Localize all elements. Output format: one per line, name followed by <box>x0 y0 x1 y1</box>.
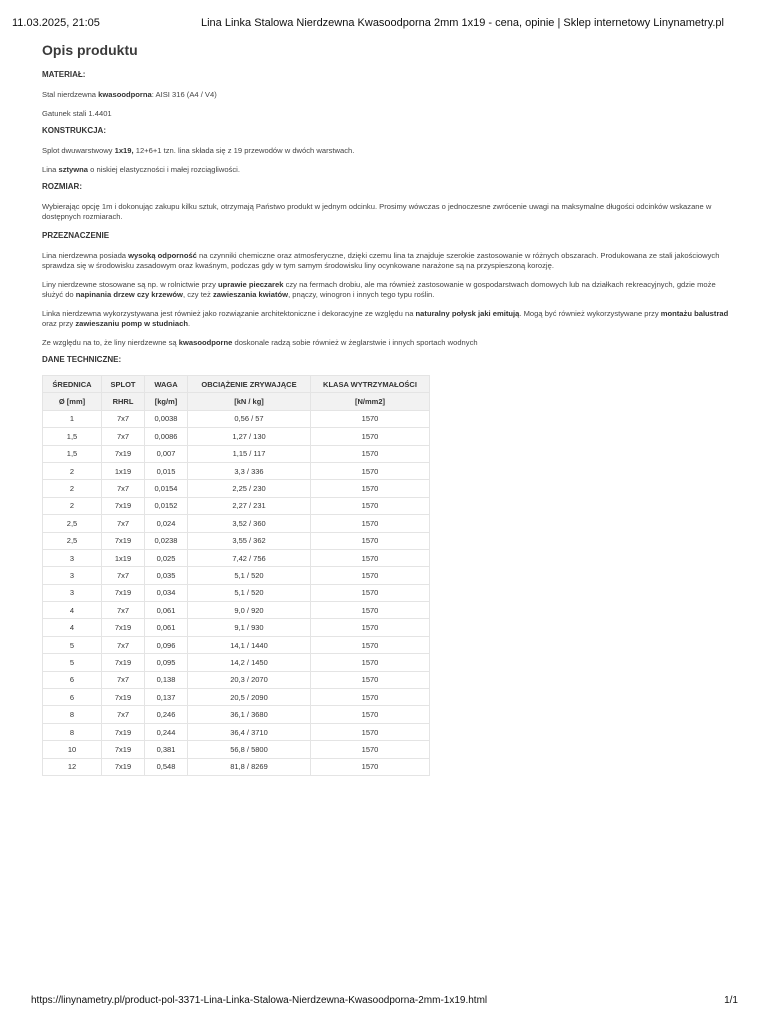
table-cell: 1570 <box>311 515 430 532</box>
table-cell: 0,0086 <box>145 428 188 445</box>
table-cell: 1,15 / 117 <box>188 445 311 462</box>
table-cell: 2,5 <box>43 532 102 549</box>
column-header: WAGA <box>145 376 188 393</box>
table-row <box>43 445 430 462</box>
bold-run: kwasoodporne <box>178 338 233 347</box>
table-cell: 7x19 <box>102 619 145 636</box>
table-cell: 8 <box>43 723 102 740</box>
table-cell: 2,27 / 231 <box>188 497 311 514</box>
table-row <box>43 567 430 584</box>
text-run: : AISI 316 (A4 / V4) <box>151 90 217 99</box>
table-cell: 7x19 <box>102 497 145 514</box>
table-cell: 4 <box>43 602 102 619</box>
table-row <box>43 689 430 706</box>
table-cell: 0,061 <box>145 619 188 636</box>
table-cell: 56,8 / 5800 <box>188 741 311 758</box>
table-cell: 0,0152 <box>145 497 188 514</box>
table-cell: 2,25 / 230 <box>188 480 311 497</box>
table-cell: 0,035 <box>145 567 188 584</box>
konstrukcja-line-1 <box>42 146 732 156</box>
table-cell: 1570 <box>311 410 430 427</box>
bold-run: uprawie pieczarek <box>218 280 284 289</box>
table-cell: 0,024 <box>145 515 188 532</box>
przeznaczenie-paragraph-4 <box>42 338 732 348</box>
table-cell: 1570 <box>311 480 430 497</box>
table-cell: 7x19 <box>102 723 145 740</box>
page-number: 1/1 <box>724 995 738 1006</box>
table-cell: 20,3 / 2070 <box>188 671 311 688</box>
section-heading: Opis produktu <box>42 42 138 58</box>
material-line-2: Gatunek stali 1.4401 <box>42 109 112 118</box>
text-run: Stal nierdzewna <box>42 90 99 99</box>
bold-run: sztywna <box>58 165 89 174</box>
unit-header: RHRL <box>102 393 145 410</box>
table-cell: 6 <box>43 671 102 688</box>
table-cell: 9,0 / 920 <box>188 602 311 619</box>
text-run: . <box>188 319 191 328</box>
bold-run: zawieszania kwiatów <box>212 290 289 299</box>
text-run: oraz przy <box>42 319 76 328</box>
table-cell: 0,244 <box>145 723 188 740</box>
table-cell: 0,548 <box>145 758 188 775</box>
bold-run: wysoką odporność <box>128 251 197 260</box>
table-cell: 7x19 <box>102 654 145 671</box>
column-header: OBCIĄŻENIE ZRYWAJĄCE <box>188 376 311 393</box>
text-run: Lina nierdzewna posiada <box>42 251 129 260</box>
column-header: ŚREDNICA <box>43 376 102 393</box>
table-cell: 1570 <box>311 602 430 619</box>
text-run: , pnączy, winogron i innych tego typu roślin. <box>288 290 435 299</box>
technical-data-table <box>42 375 430 776</box>
table-cell: 1,5 <box>43 445 102 462</box>
table-cell: 7x19 <box>102 532 145 549</box>
bold-run: zawieszaniu pomp w studniach <box>75 319 189 328</box>
table-row <box>43 549 430 566</box>
table-cell: 1570 <box>311 636 430 653</box>
table-cell: 3,55 / 362 <box>188 532 311 549</box>
text-run: , czy też <box>182 290 213 299</box>
text-run: Liny nierdzewne stosowane są np. w rolnictwie przy <box>42 280 219 289</box>
unit-header: Ø [mm] <box>43 393 102 410</box>
material-label: MATERIAŁ: <box>42 70 86 79</box>
table-cell: 1570 <box>311 497 430 514</box>
table-cell: 7x7 <box>102 706 145 723</box>
table-cell: 12 <box>43 758 102 775</box>
table-cell: 0,137 <box>145 689 188 706</box>
print-page-title: Lina Linka Stalowa Nierdzewna Kwasoodporna 2mm 1x19 - cena, opinie | Sklep internetowy Linynametry.pl <box>201 17 724 29</box>
table-units-row <box>43 393 430 410</box>
konstrukcja-label: KONSTRUKCJA: <box>42 126 106 135</box>
text-run: czy na fermach drobiu, ale ma również zastosowanie w gospodarstwach domowych lub na działkach rekreacyjnych, gdzie może służyć do <box>42 280 716 299</box>
column-header: SPLOT <box>102 376 145 393</box>
table-cell: 2,5 <box>43 515 102 532</box>
text-run: . Mogą być również wykorzystywane przy <box>519 309 661 318</box>
table-cell: 0,096 <box>145 636 188 653</box>
table-row <box>43 723 430 740</box>
table-cell: 36,4 / 3710 <box>188 723 311 740</box>
table-cell: 1570 <box>311 428 430 445</box>
table-cell: 1570 <box>311 445 430 462</box>
table-cell: 7x7 <box>102 480 145 497</box>
text-run: Lina <box>42 165 59 174</box>
page-url: https://linynametry.pl/product-pol-3371-Lina-Linka-Stalowa-Nierdzewna-Kwasoodporna-2mm-1x19.html <box>31 995 488 1006</box>
table-cell: 14,2 / 1450 <box>188 654 311 671</box>
table-cell: 0,0238 <box>145 532 188 549</box>
table-row <box>43 619 430 636</box>
table-cell: 4 <box>43 619 102 636</box>
table-cell: 7x19 <box>102 584 145 601</box>
text-run: doskonale radzą sobie również w żeglarstwie i innych sportach wodnych <box>232 338 478 347</box>
table-cell: 0,0154 <box>145 480 188 497</box>
print-datetime: 11.03.2025, 21:05 <box>12 17 100 29</box>
table-row <box>43 741 430 758</box>
table-cell: 14,1 / 1440 <box>188 636 311 653</box>
table-cell: 5,1 / 520 <box>188 584 311 601</box>
table-row <box>43 497 430 514</box>
table-cell: 1570 <box>311 671 430 688</box>
table-cell: 1570 <box>311 567 430 584</box>
table-cell: 1570 <box>311 532 430 549</box>
bold-run: montażu balustrad <box>660 309 729 318</box>
konstrukcja-line-2 <box>42 165 732 175</box>
table-cell: 0,015 <box>145 462 188 479</box>
table-cell: 3,52 / 360 <box>188 515 311 532</box>
table-cell: 7x7 <box>102 428 145 445</box>
table-row <box>43 584 430 601</box>
table-header-row <box>43 376 430 393</box>
table-cell: 5 <box>43 654 102 671</box>
table-cell: 1x19 <box>102 549 145 566</box>
text-run: o niskiej elastyczności i małej rozciągliwości. <box>88 165 240 174</box>
table-cell: 2 <box>43 462 102 479</box>
table-cell: 7x7 <box>102 410 145 427</box>
rozmiar-label: ROZMIAR: <box>42 182 82 191</box>
table-cell: 3 <box>43 549 102 566</box>
bold-run: napinania drzew czy krzewów <box>75 290 183 299</box>
przeznaczenie-label: PRZEZNACZENIE <box>42 231 110 240</box>
table-cell: 1570 <box>311 723 430 740</box>
text-run: Linka nierdzewna wykorzystywana jest również jako rozwiązanie architektoniczne i dekoracyjne ze względu na <box>42 309 416 318</box>
table-row <box>43 462 430 479</box>
rozmiar-text: Wybierając opcję 1m i dokonując zakupu kilku sztuk, otrzymają Państwo produkt w jednym odcinku. Prosimy wówczas o jednoczesne zwrócenie uwagi na maksymalne długości odcinków wskazane w dostępnych rozmiarach. <box>42 202 712 221</box>
table-body <box>43 410 430 775</box>
bold-run: kwasoodporna <box>98 90 152 99</box>
bold-run: 1x19, <box>114 146 134 155</box>
table-cell: 1570 <box>311 549 430 566</box>
table-cell: 0,138 <box>145 671 188 688</box>
table-row <box>43 636 430 653</box>
material-line-1 <box>42 90 732 100</box>
table-cell: 0,56 / 57 <box>188 410 311 427</box>
column-header: KLASA WYTRZYMAŁOŚCI <box>311 376 430 393</box>
table-cell: 0,061 <box>145 602 188 619</box>
table-cell: 0,007 <box>145 445 188 462</box>
unit-header: [kN / kg] <box>188 393 311 410</box>
table-cell: 0,025 <box>145 549 188 566</box>
table-cell: 8 <box>43 706 102 723</box>
table-cell: 3 <box>43 584 102 601</box>
table-cell: 1,5 <box>43 428 102 445</box>
table-cell: 1570 <box>311 689 430 706</box>
table-cell: 7,42 / 756 <box>188 549 311 566</box>
table-cell: 7x19 <box>102 445 145 462</box>
table-cell: 0,034 <box>145 584 188 601</box>
table-row <box>43 480 430 497</box>
table-cell: 9,1 / 930 <box>188 619 311 636</box>
table-row <box>43 706 430 723</box>
table-row <box>43 758 430 775</box>
table-cell: 7x7 <box>102 636 145 653</box>
table-cell: 20,5 / 2090 <box>188 689 311 706</box>
table-cell: 7x19 <box>102 689 145 706</box>
table-cell: 3 <box>43 567 102 584</box>
table-row <box>43 602 430 619</box>
table-cell: 1 <box>43 410 102 427</box>
table-cell: 7x7 <box>102 602 145 619</box>
table-cell: 1570 <box>311 462 430 479</box>
unit-header: [kg/m] <box>145 393 188 410</box>
table-cell: 2 <box>43 480 102 497</box>
product-description <box>42 42 732 776</box>
table-cell: 0,095 <box>145 654 188 671</box>
table-cell: 7x7 <box>102 567 145 584</box>
table-cell: 5,1 / 520 <box>188 567 311 584</box>
table-cell: 0,246 <box>145 706 188 723</box>
table-cell: 1570 <box>311 706 430 723</box>
table-cell: 7x7 <box>102 671 145 688</box>
table-row <box>43 532 430 549</box>
table-cell: 1570 <box>311 584 430 601</box>
przeznaczenie-paragraph-3 <box>42 309 732 329</box>
table-cell: 1570 <box>311 741 430 758</box>
table-cell: 7x19 <box>102 741 145 758</box>
table-cell: 1x19 <box>102 462 145 479</box>
table-cell: 1570 <box>311 758 430 775</box>
table-cell: 1570 <box>311 654 430 671</box>
przeznaczenie-paragraph-2 <box>42 280 732 300</box>
text-run: Splot dwuwarstwowy <box>42 146 115 155</box>
table-cell: 7x7 <box>102 515 145 532</box>
table-cell: 1570 <box>311 619 430 636</box>
text-run: Ze względu na to, że liny nierdzewne są <box>42 338 179 347</box>
table-cell: 1,27 / 130 <box>188 428 311 445</box>
table-cell: 10 <box>43 741 102 758</box>
table-cell: 3,3 / 336 <box>188 462 311 479</box>
table-row <box>43 671 430 688</box>
bold-run: naturalny połysk jaki emitują <box>415 309 520 318</box>
table-cell: 0,381 <box>145 741 188 758</box>
table-cell: 7x19 <box>102 758 145 775</box>
table-cell: 6 <box>43 689 102 706</box>
print-footer <box>31 995 738 1006</box>
table-cell: 2 <box>43 497 102 514</box>
table-cell: 0,0038 <box>145 410 188 427</box>
table-cell: 5 <box>43 636 102 653</box>
table-cell: 81,8 / 8269 <box>188 758 311 775</box>
unit-header: [N/mm2] <box>311 393 430 410</box>
table-row <box>43 410 430 427</box>
table-row <box>43 654 430 671</box>
table-row <box>43 515 430 532</box>
text-run: 12+6+1 tzn. lina składa się z 19 przewodów w dwóch warstwach. <box>133 146 355 155</box>
przeznaczenie-paragraph-1 <box>42 251 732 271</box>
table-row <box>43 428 430 445</box>
table-cell: 36,1 / 3680 <box>188 706 311 723</box>
dane-techniczne-label: DANE TECHNICZNE: <box>42 355 122 364</box>
text-run: na czynniki chemiczne oraz atmosferyczne, dzięki czemu lina ta znajduje szerokie zastosowanie w różnych obszarach. Produkowana ze stali jakościowych sprawdza się w środowisku zasadowym oraz kwaśnym, podczas gdy w tym samym środowisku liny ocynkowane narażone są na przyspieszoną korozję. <box>42 251 720 270</box>
